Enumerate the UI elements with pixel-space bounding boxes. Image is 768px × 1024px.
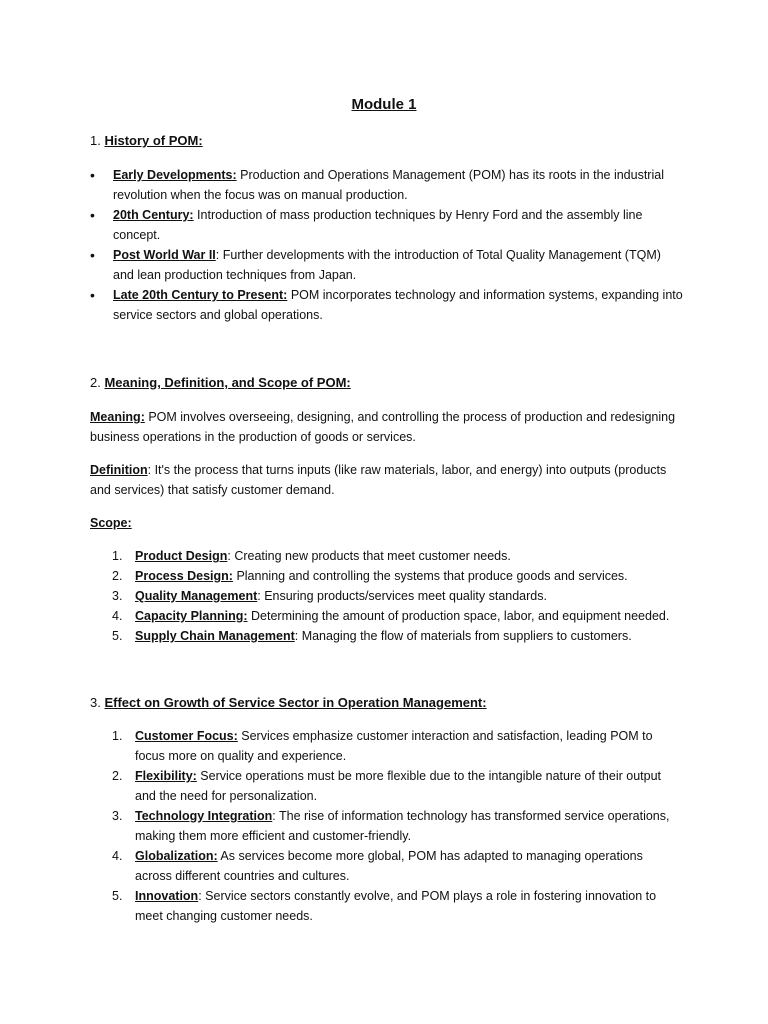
item-text: : Creating new products that meet customer needs.	[227, 549, 511, 563]
item-term: Innovation	[135, 889, 199, 903]
history-list	[90, 165, 685, 325]
item-number: 3.	[112, 809, 123, 823]
item-text: Determining the amount of production space, labor, and equipment needed.	[247, 609, 670, 623]
item-term: Flexibility:	[135, 769, 197, 783]
scope-label-paragraph	[90, 513, 685, 533]
page-title: Module 1	[351, 96, 417, 113]
section-3-title: Effect on Growth of Service Sector in Operation Management:	[104, 695, 487, 710]
list-item	[112, 626, 682, 646]
item-text: Production and Operations Management (POM) has its roots in the industrial revolution when the focus was on manual production.	[113, 168, 664, 202]
list-item	[90, 245, 685, 285]
section-2-title: Meaning, Definition, and Scope of POM:	[104, 375, 351, 390]
item-text: : Ensuring products/services meet quality standards.	[257, 589, 547, 603]
item-term: Quality Management	[135, 589, 258, 603]
item-term: Post World War II	[113, 248, 216, 262]
item-number: 5.	[112, 629, 123, 643]
item-number: 5.	[112, 889, 123, 903]
item-text: : Service sectors constantly evolve, and POM plays a role in fostering innovation to meet changing customer needs.	[135, 889, 657, 923]
item-text: As services become more global, POM has adapted to managing operations across different countries and cultures.	[135, 849, 643, 883]
meaning-text: POM involves overseeing, designing, and controlling the process of production and redesigning business operations in the production of goods or services.	[90, 410, 676, 444]
item-text: POM incorporates technology and information systems, expanding into service sectors and global operations.	[113, 288, 683, 322]
item-text: : The rise of information technology has transformed service operations, making them more efficient and customer-friendly.	[135, 809, 670, 843]
list-item	[112, 766, 682, 806]
item-term: Supply Chain Management	[135, 629, 295, 643]
item-term: Early Developments:	[113, 168, 237, 182]
item-term: Process Design:	[135, 569, 233, 583]
list-item	[90, 285, 685, 325]
meaning-term: Meaning:	[90, 410, 145, 424]
definition-term: Definition	[90, 463, 148, 477]
scope-list	[112, 546, 682, 646]
item-text: Planning and controlling the systems that produce goods and services.	[232, 569, 628, 583]
section-3-heading	[90, 693, 487, 713]
meaning-paragraph	[90, 407, 685, 447]
list-item	[112, 586, 682, 606]
definition-paragraph	[90, 460, 685, 500]
item-number: 1.	[112, 729, 123, 743]
list-item	[90, 205, 685, 245]
definition-text: : It's the process that turns inputs (like raw materials, labor, and energy) into outputs (products and services) that satisfy customer demand.	[90, 463, 667, 497]
scope-label: Scope:	[90, 516, 132, 530]
item-number: 1.	[112, 549, 123, 563]
item-number: 2.	[112, 569, 123, 583]
list-item	[112, 886, 682, 926]
item-text: Service operations must be more flexible due to the intangible nature of their output and the need for personalization.	[135, 769, 661, 803]
list-item	[112, 846, 682, 886]
item-number: 3.	[112, 589, 123, 603]
item-text: : Managing the flow of materials from suppliers to customers.	[294, 629, 632, 643]
item-text: Services emphasize customer interaction and satisfaction, leading POM to focus more on quality and experience.	[135, 729, 653, 763]
section-1-heading	[90, 131, 203, 151]
list-item	[112, 566, 682, 586]
list-item	[112, 546, 682, 566]
item-number: 4.	[112, 609, 123, 623]
list-item	[90, 165, 685, 205]
item-term: Product Design	[135, 549, 228, 563]
item-term: Customer Focus:	[135, 729, 238, 743]
item-term: Globalization:	[135, 849, 218, 863]
section-1-number: 1.	[90, 133, 105, 148]
list-item	[112, 606, 682, 626]
item-text: : Further developments with the introduction of Total Quality Management (TQM) and lean production techniques from Japan.	[113, 248, 661, 282]
section-3-number: 3.	[90, 695, 105, 710]
item-text: Introduction of mass production techniques by Henry Ford and the assembly line concept.	[113, 208, 643, 242]
section-1-title: History of POM:	[104, 133, 203, 148]
item-number: 4.	[112, 849, 123, 863]
item-term: Technology Integration	[135, 809, 273, 823]
item-term: 20th Century:	[113, 208, 194, 222]
item-term: Capacity Planning:	[135, 609, 248, 623]
list-item	[112, 726, 682, 766]
section-2-number: 2.	[90, 375, 105, 390]
list-item	[112, 806, 682, 846]
item-number: 2.	[112, 769, 123, 783]
service-sector-list	[112, 726, 682, 926]
item-term: Late 20th Century to Present:	[113, 288, 288, 302]
section-2-heading	[90, 373, 351, 393]
